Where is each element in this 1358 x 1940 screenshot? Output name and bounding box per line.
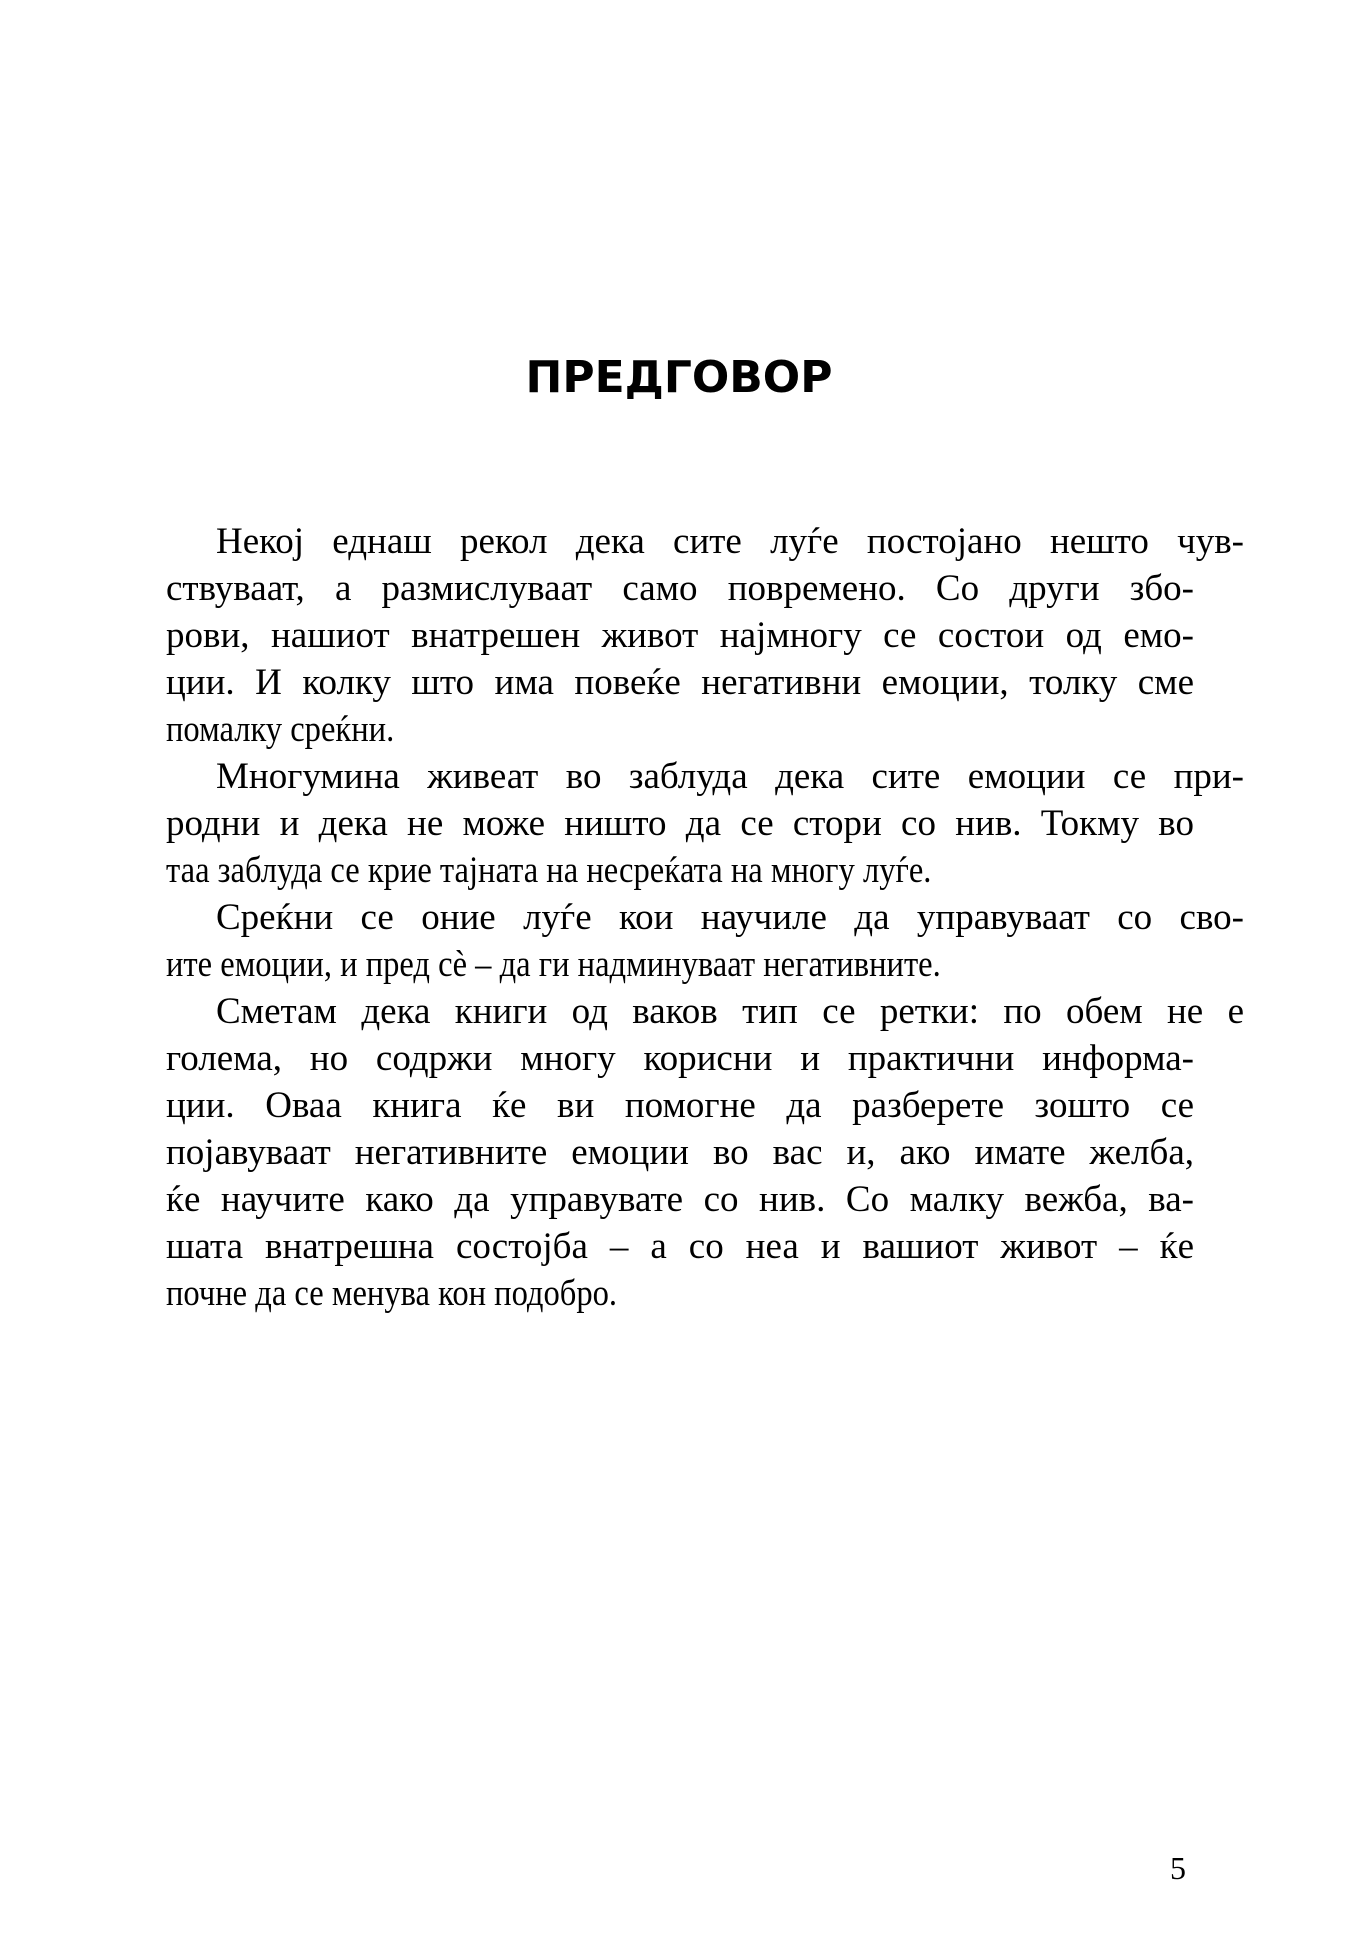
text-line: рови, нашиот внатрешен живот најмногу се состои од емо-: [166, 615, 1194, 656]
paragraph-2: [166, 753, 1244, 894]
text-line: почне да се менува кон подобро.: [166, 1273, 618, 1314]
paragraph-4: [166, 988, 1244, 1317]
text-line: ствуваат, а размислуваат само повремено. Со други збо-: [166, 568, 1194, 609]
text-line: таа заблуда се крие тајната на несреќата на многу луѓе.: [166, 850, 932, 891]
text-line: Многумина живеат во заблуда дека сите емоции се при-: [216, 756, 1244, 797]
text-line: ите емоции, и пред сè – да ги надминуваат негативните.: [166, 944, 941, 985]
text-line: родни и дека не може ништо да се стори со нив. Токму во: [166, 803, 1194, 844]
text-line: голема, но содржи многу корисни и практични информа-: [166, 1038, 1194, 1079]
text-line: ции. Оваа книга ќе ви помогне да разберете зошто се: [166, 1085, 1194, 1126]
text-line: Некој еднаш рекол дека сите луѓе постојано нешто чув-: [216, 521, 1244, 562]
text-line: појавуваат негативните емоции во вас и, ако имате желба,: [166, 1132, 1194, 1173]
text-line: Среќни се оние луѓе кои научиле да управуваат со сво-: [216, 897, 1244, 938]
paragraph-1: [166, 518, 1244, 753]
text-line: помалку среќни.: [166, 709, 395, 750]
preface-body: [166, 518, 1244, 1317]
text-line: Сметам дека книги од ваков тип се ретки: по обем не е: [216, 991, 1244, 1032]
text-line: ќе научите како да управувате со нив. Со малку вежба, ва-: [166, 1179, 1194, 1220]
page-number: 5: [1170, 1850, 1186, 1886]
text-line: шата внатрешна состојба – а со неа и вашиот живот – ќе: [166, 1226, 1194, 1267]
text-line: ции. И колку што има повеќе негативни емоции, толку сме: [166, 662, 1194, 703]
paragraph-3: [166, 894, 1244, 988]
page-title: ПРЕДГОВОР: [525, 352, 833, 403]
